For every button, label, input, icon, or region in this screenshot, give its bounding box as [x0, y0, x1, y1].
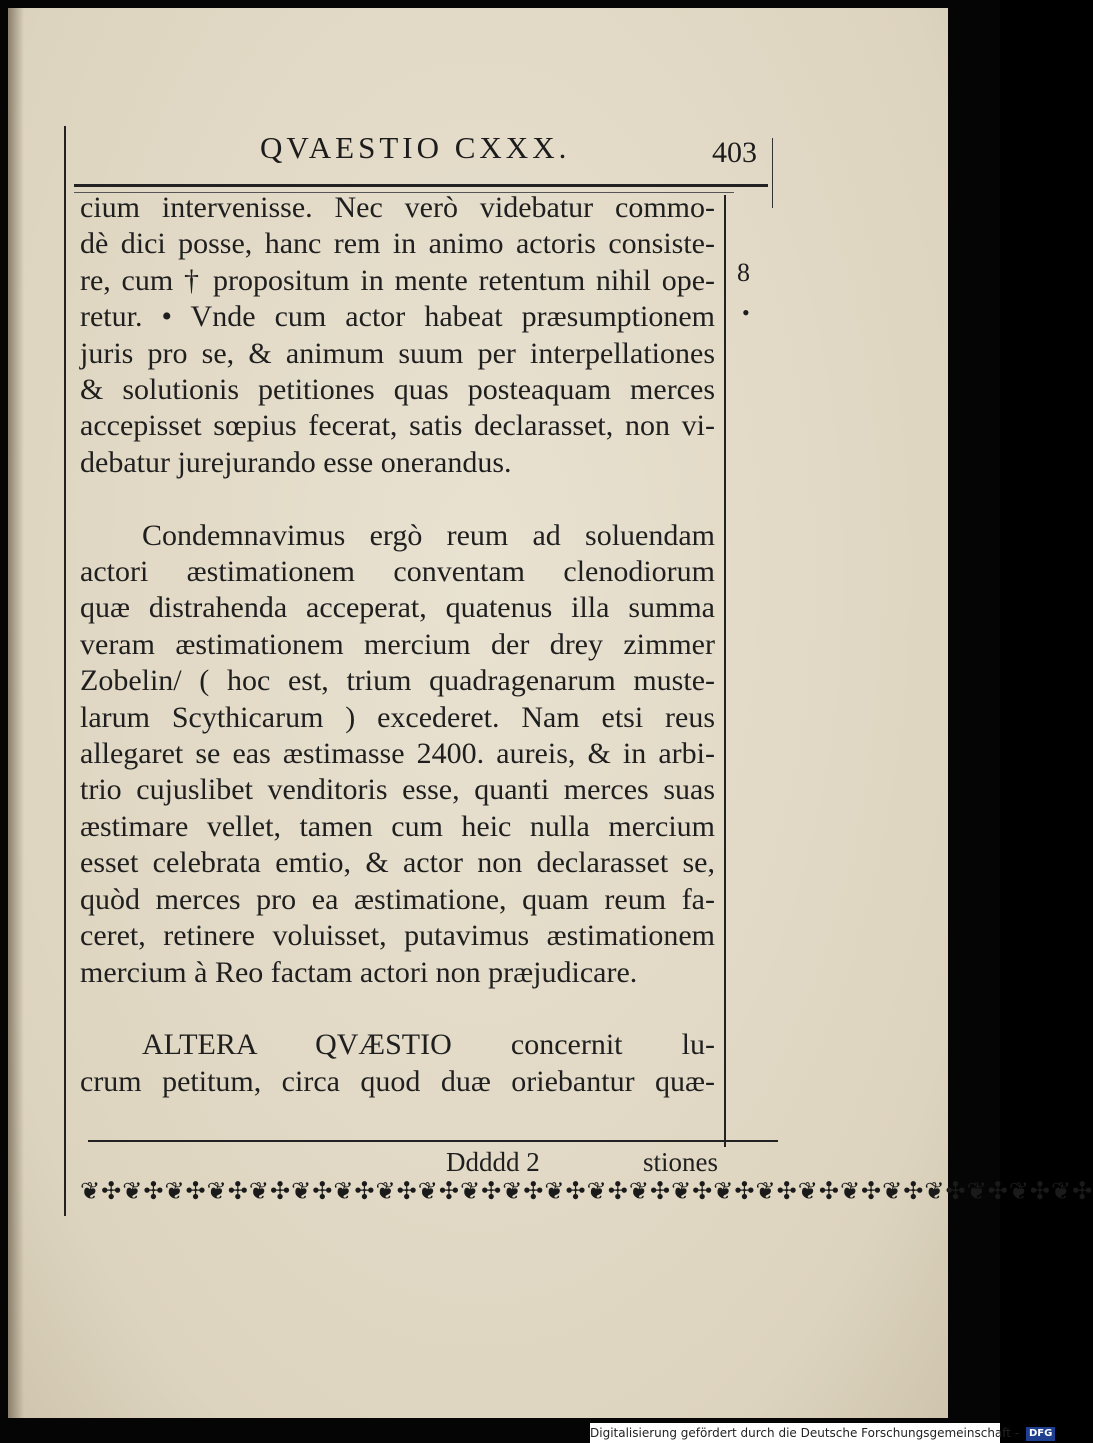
running-head: QVAESTIO CXXX.: [260, 130, 571, 165]
frame-rule-right-outer: [772, 138, 773, 208]
text-line: Condemnavimus ergò reum ad soluendam: [142, 518, 715, 552]
text-line: larum Scythicarum ) excederet. Nam etsi reus: [80, 700, 715, 734]
text-line: retur. • Vnde cum actor habeat præsumptionem: [80, 300, 715, 334]
text-line: accepisset sœpius fecerat, satis declarasset, non vi-: [80, 409, 715, 443]
text-line: & solutionis petitiones quas posteaquam merces: [80, 373, 715, 407]
paragraph-gap: [80, 481, 715, 517]
dfg-logo: DFG: [1026, 1427, 1055, 1441]
foot-rule: [88, 1140, 778, 1142]
text-line: cium intervenisse. Nec verò videbatur commo-: [80, 191, 715, 224]
text-line: quòd merces pro ea æstimatione, quam reum fa-: [80, 882, 715, 916]
text-line: actori æstimationem conventam clenodiorum: [80, 555, 715, 589]
signature-mark: Ddddd 2: [446, 1147, 540, 1177]
text-line: dè dici posse, hanc rem in animo actoris consiste-: [80, 227, 715, 261]
frame-rule-right: [724, 195, 726, 1147]
margin-note-mark: •: [742, 300, 750, 325]
text-line: allegaret se eas æstimasse 2400. aureis, & in arbi-: [80, 737, 715, 771]
text-line: Zobelin/ ( hoc est, trium quadragenarum muste-: [80, 664, 715, 698]
text-line: trio cujuslibet venditoris esse, quanti merces suas: [80, 773, 715, 807]
text-line: veram æstimationem mercium der drey zimmer: [80, 627, 715, 661]
margin-note-number: 8: [737, 258, 750, 287]
head-rule: [74, 184, 768, 187]
body-text: [80, 190, 715, 1100]
text-line: debatur jurejurando esse onerandus.: [80, 445, 512, 479]
text-line: quæ distrahenda acceperat, quatenus illa summa: [80, 591, 715, 625]
footer-credit: [590, 1423, 1053, 1443]
text-line: re, cum † propositum in mente retentum nihil ope-: [80, 263, 715, 297]
gutter-shadow: [8, 8, 24, 1418]
text-line: juris pro se, & animum suum per interpellationes: [80, 336, 715, 370]
footer-credit-text: Digitalisierung gefördert durch die Deutsche Forschungsgemeinschaft -: [590, 1426, 1020, 1440]
text-line: crum petitum, circa quod duæ oriebantur quæ-: [80, 1064, 715, 1098]
frame-rule-left: [64, 126, 66, 1216]
text-line: æstimare vellet, tamen cum heic nulla mercium: [80, 809, 715, 843]
text-line: ceret, retinere voluisset, putavimus æstimationem: [80, 919, 715, 953]
ornament-border: ❦✣❦✣❦✣❦✣❦✣❦✣❦✣❦✣❦✣❦✣❦✣❦✣❦✣❦✣❦✣❦✣❦✣❦✣❦✣❦✣❦✣❦✣❦✣❦✣: [80, 1177, 1093, 1205]
text-line: esset celebrata emtio, & actor non declarasset se,: [80, 846, 715, 880]
text-line: ALTERA QVÆSTIO concernit lu-: [142, 1028, 715, 1062]
paragraph-gap: [80, 991, 715, 1027]
page-number: 403: [712, 136, 757, 169]
text-line: mercium à Reo factam actori non præjudicare.: [80, 955, 638, 989]
catchword: stiones: [643, 1147, 719, 1177]
